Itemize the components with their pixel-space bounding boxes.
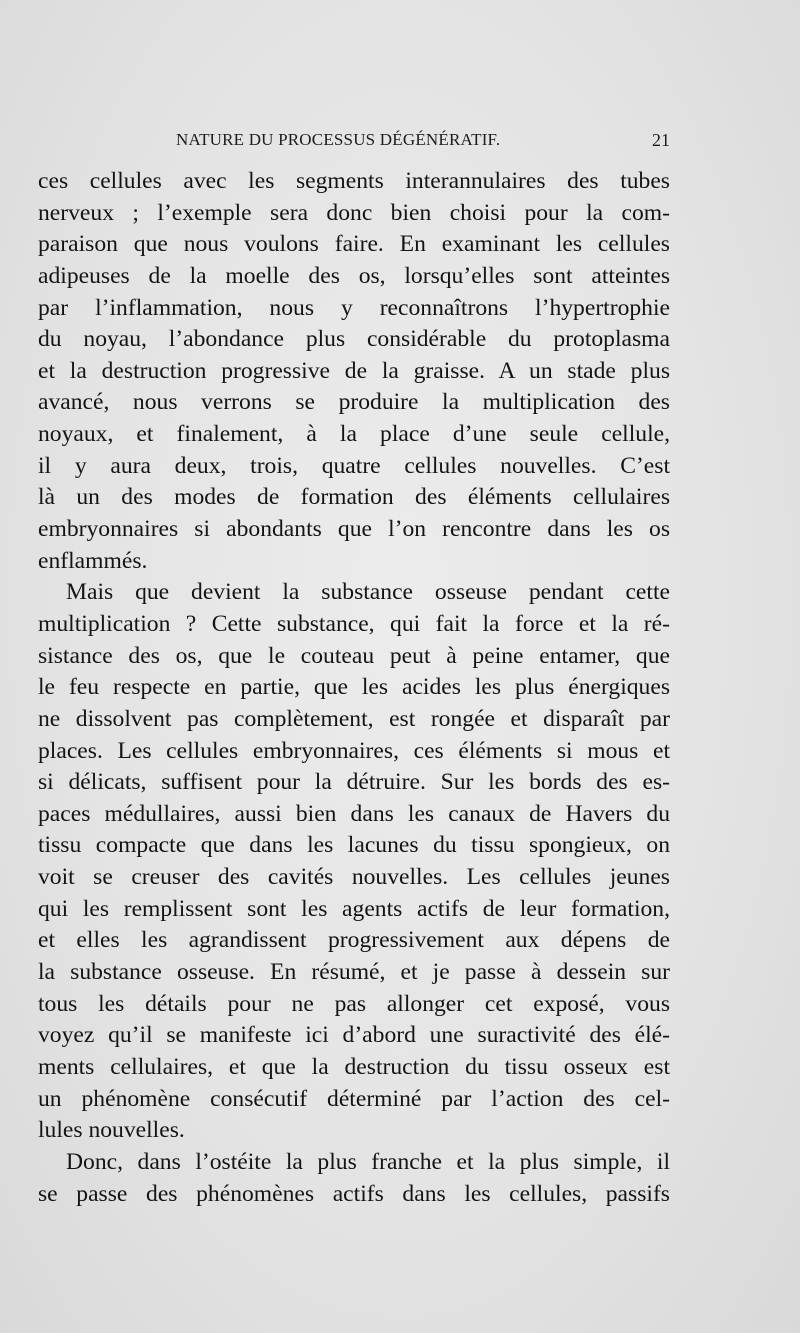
text-line: et elles les agrandissent progressivement aux dépens de — [38, 927, 670, 954]
text-line: un phénomène consécutif déterminé par l’action des cel- — [38, 1085, 670, 1112]
text-line: noyaux, et finalement, à la place d’une seule cellule, — [38, 421, 670, 448]
text-line: places. Les cellules embryonnaires, ces éléments si mous et — [38, 737, 670, 764]
text-line: lules nouvelles. — [38, 1117, 185, 1144]
text-line: du noyau, l’abondance plus considérable du protoplasma — [38, 326, 670, 353]
text-line: tissu compacte que dans les lacunes du tissu spongieux, on — [38, 832, 670, 859]
text-line: paraison que nous voulons faire. En examinant les cellules — [38, 231, 670, 258]
text-line: la substance osseuse. En résumé, et je passe à dessein sur — [38, 959, 670, 986]
text-line: embryonnaires si abondants que l’on rencontre dans les os — [38, 516, 670, 543]
text-line: enflammés. — [38, 547, 148, 574]
text-line: nerveux ; l’exemple sera donc bien choisi pour la com- — [38, 199, 670, 226]
paragraph-3 — [38, 1147, 670, 1210]
paragraph-1 — [38, 166, 670, 577]
text-line: voit se creuser des cavités nouvelles. Les cellules jeunes — [38, 864, 670, 891]
body-text — [38, 166, 670, 1210]
text-line: avancé, nous verrons se produire la multiplication des — [38, 389, 670, 416]
text-line: Donc, dans l’ostéite la plus franche et la plus simple, il — [66, 1148, 670, 1175]
text-line: et la destruction progressive de la graisse. A un stade plus — [38, 357, 670, 384]
paragraph-2 — [38, 577, 670, 1147]
text-line: sistance des os, que le couteau peut à peine entamer, que — [38, 642, 670, 669]
text-line: ments cellulaires, et que la destruction du tissu osseux est — [38, 1053, 670, 1080]
text-line: multiplication ? Cette substance, qui fait la force et la ré- — [38, 610, 670, 637]
text-line: voyez qu’il se manifeste ici d’abord une suractivité des élé- — [38, 1022, 670, 1049]
text-line: là un des modes de formation des éléments cellulaires — [38, 484, 670, 511]
text-line: par l’inflammation, nous y reconnaîtrons l’hypertrophie — [38, 294, 670, 321]
text-line: ne dissolvent pas complètement, est rongée et disparaît par — [38, 705, 670, 732]
text-line: qui les remplissent sont les agents actifs de leur formation, — [38, 895, 670, 922]
text-line: ces cellules avec les segments interannulaires des tubes — [38, 168, 670, 194]
text-line: si délicats, suffisent pour la détruire. Sur les bords des es- — [38, 769, 670, 796]
page-number: 21 — [652, 130, 670, 150]
text-line: paces médullaires, aussi bien dans les canaux de Havers du — [38, 800, 670, 827]
text-line: adipeuses de la moelle des os, lorsqu’elles sont atteintes — [38, 262, 670, 289]
running-head — [38, 130, 670, 160]
text-line: tous les détails pour ne pas allonger cet exposé, vous — [38, 990, 670, 1017]
text-line: Mais que devient la substance osseuse pendant cette — [66, 579, 670, 606]
text-line: le feu respecte en partie, que les acides les plus énergiques — [38, 674, 670, 701]
text-line: se passe des phénomènes actifs dans les cellules, passifs — [38, 1180, 670, 1207]
text-line: il y aura deux, trois, quatre cellules nouvelles. C’est — [38, 452, 670, 479]
running-title: NATURE DU PROCESSUS DÉGÉNÉRATIF. — [176, 130, 501, 149]
